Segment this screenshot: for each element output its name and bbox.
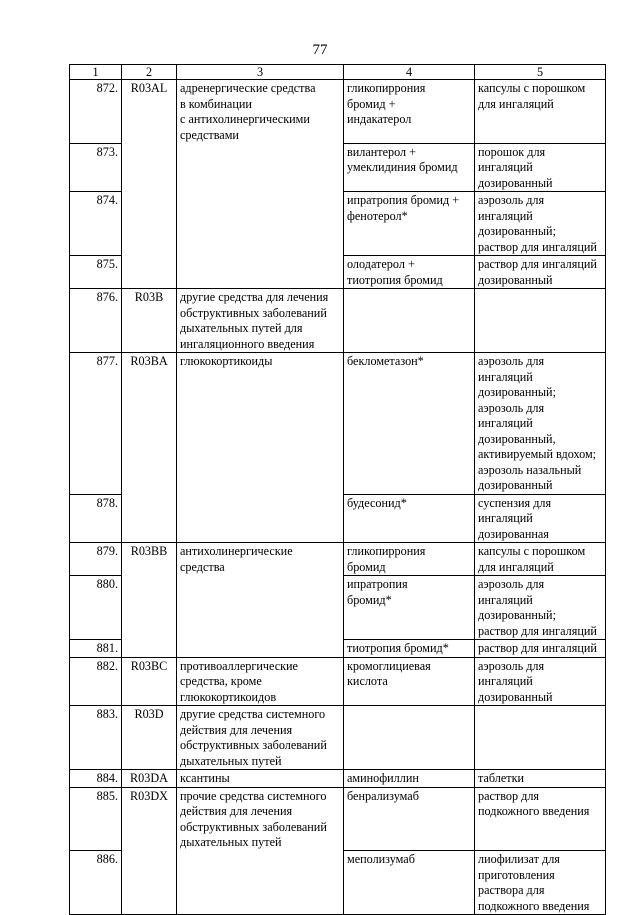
row-number: 872. <box>70 80 122 144</box>
atc-code: R03D <box>122 706 177 770</box>
table-row <box>70 657 606 706</box>
group-name: противоаллергические средства, кроме глюкокортикоидов <box>177 657 344 706</box>
group-name <box>177 143 344 192</box>
drug-name: гликопиррония бромид <box>344 543 475 576</box>
atc-code <box>122 576 177 640</box>
row-number: 883. <box>70 706 122 770</box>
row-number: 879. <box>70 543 122 576</box>
table-row <box>70 787 606 851</box>
drug-name: будесонид* <box>344 494 475 543</box>
group-name: адренергические средства в комбинации с антихолинергическими средствами <box>177 80 344 144</box>
drug-name: тиотропия бромид* <box>344 640 475 658</box>
atc-code: R03BB <box>122 543 177 576</box>
dosage-form: аэрозоль для ингаляций дозированный; раствор для ингаляций <box>475 576 606 640</box>
atc-code <box>122 143 177 192</box>
table-row <box>70 640 606 658</box>
row-number: 880. <box>70 576 122 640</box>
table-row <box>70 80 606 144</box>
header-col-2: 2 <box>122 65 177 80</box>
row-number: 886. <box>70 851 122 915</box>
group-name <box>177 576 344 640</box>
dosage-form: раствор для ингаляций <box>475 640 606 658</box>
group-name: ксантины <box>177 770 344 788</box>
table-row <box>70 706 606 770</box>
row-number: 884. <box>70 770 122 788</box>
row-number: 882. <box>70 657 122 706</box>
dosage-form: суспензия для ингаляций дозированная <box>475 494 606 543</box>
table-row <box>70 576 606 640</box>
row-number: 881. <box>70 640 122 658</box>
atc-code: R03DX <box>122 787 177 851</box>
atc-code: R03BA <box>122 353 177 495</box>
table-row <box>70 289 606 353</box>
row-number: 878. <box>70 494 122 543</box>
group-name: прочие средства системного действия для лечения обструктивных заболеваний дыхательных путей <box>177 787 344 851</box>
drug-name: ипратропия бромид* <box>344 576 475 640</box>
group-name <box>177 192 344 256</box>
table-row <box>70 770 606 788</box>
drug-name: беклометазон* <box>344 353 475 495</box>
table-row <box>70 494 606 543</box>
dosage-form <box>475 706 606 770</box>
dosage-form <box>475 289 606 353</box>
group-name <box>177 256 344 289</box>
table-row <box>70 256 606 289</box>
group-name: другие средства для лечения обструктивных заболеваний дыхательных путей для ингаляционного введения <box>177 289 344 353</box>
row-number: 877. <box>70 353 122 495</box>
drug-name: ипратропия бромид + фенотерол* <box>344 192 475 256</box>
header-col-5: 5 <box>475 65 606 80</box>
drug-name <box>344 706 475 770</box>
dosage-form: таблетки <box>475 770 606 788</box>
drug-name: меполизумаб <box>344 851 475 915</box>
dosage-form: раствор для ингаляций дозированный <box>475 256 606 289</box>
row-number: 885. <box>70 787 122 851</box>
atc-code: R03BC <box>122 657 177 706</box>
dosage-form: аэрозоль для ингаляций дозированный <box>475 657 606 706</box>
row-number: 875. <box>70 256 122 289</box>
atc-code: R03B <box>122 289 177 353</box>
drug-name: олодатерол + тиотропия бромид <box>344 256 475 289</box>
dosage-form: порошок для ингаляций дозированный <box>475 143 606 192</box>
drug-name: вилантерол + умеклидиния бромид <box>344 143 475 192</box>
atc-code <box>122 494 177 543</box>
group-name: другие средства системного действия для лечения обструктивных заболеваний дыхательных путей <box>177 706 344 770</box>
header-col-4: 4 <box>344 65 475 80</box>
dosage-form: раствор для подкожного введения <box>475 787 606 851</box>
atc-code <box>122 640 177 658</box>
table-row <box>70 543 606 576</box>
group-name <box>177 494 344 543</box>
atc-code <box>122 192 177 256</box>
medicines-table <box>69 64 606 915</box>
dosage-form: капсулы с порошком для ингаляций <box>475 80 606 144</box>
drug-name <box>344 289 475 353</box>
header-col-3: 3 <box>177 65 344 80</box>
table-row <box>70 192 606 256</box>
dosage-form: аэрозоль для ингаляций дозированный; раствор для ингаляций <box>475 192 606 256</box>
header-col-1: 1 <box>70 65 122 80</box>
drug-name: бенрализумаб <box>344 787 475 851</box>
row-number: 876. <box>70 289 122 353</box>
dosage-form: аэрозоль для ингаляций дозированный; аэрозоль для ингаляций дозированный, активируемый вдохом; аэрозоль назальный дозированный <box>475 353 606 495</box>
table-header-row <box>70 65 606 80</box>
atc-code: R03DA <box>122 770 177 788</box>
atc-code: R03AL <box>122 80 177 144</box>
atc-code <box>122 256 177 289</box>
drug-name: аминофиллин <box>344 770 475 788</box>
dosage-form: капсулы с порошком для ингаляций <box>475 543 606 576</box>
table-row <box>70 353 606 495</box>
group-name: глюкокортикоиды <box>177 353 344 495</box>
row-number: 873. <box>70 143 122 192</box>
group-name: антихолинергические средства <box>177 543 344 576</box>
table-row <box>70 143 606 192</box>
dosage-form: лиофилизат для приготовления раствора для подкожного введения <box>475 851 606 915</box>
row-number: 874. <box>70 192 122 256</box>
drug-name: кромоглициевая кислота <box>344 657 475 706</box>
group-name <box>177 640 344 658</box>
page-number: 77 <box>312 42 328 58</box>
drug-name: гликопиррония бромид + индакатерол <box>344 80 475 144</box>
